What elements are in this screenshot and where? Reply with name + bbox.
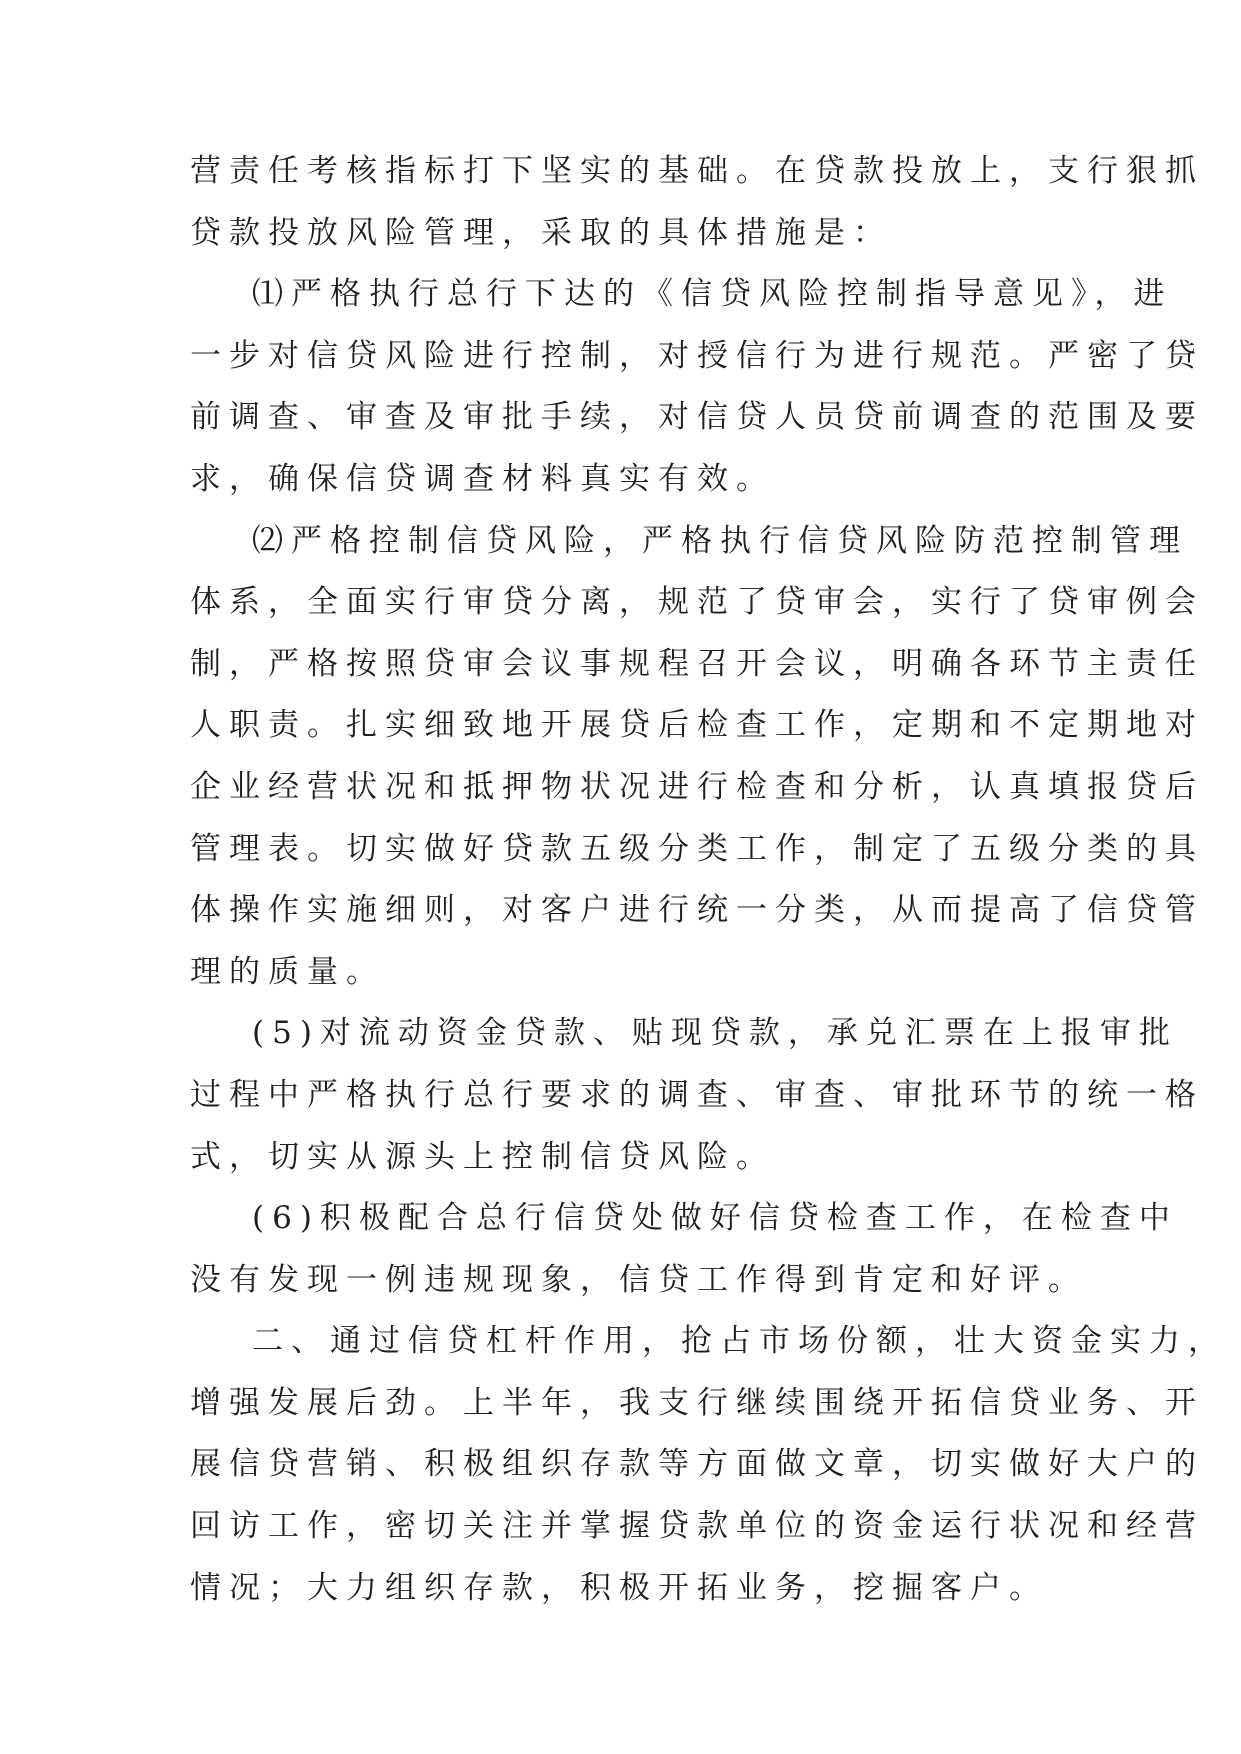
text-line: (5)对流动资金贷款、贴现贷款，承兑汇票在上报审批 [252, 1015, 1178, 1052]
text-line: 没有发现一例违规现象，信贷工作得到肯定和好评。 [190, 1261, 1087, 1298]
paragraph-section-2 [190, 1311, 1227, 1619]
text-line: 人职责。扎实细致地开展贷后检查工作，定期和不定期地对 [190, 707, 1204, 744]
text-line: 制，严格按照贷审会议事规程召开会议，明确各环节主责任 [190, 645, 1204, 682]
text-line: 体操作实施细则，对客户进行统一分类，从而提高了信贷管 [190, 892, 1204, 929]
text-line: ⑵严格控制信贷风险，严格执行信贷风险防范控制管理 [252, 522, 1188, 559]
paragraph-measure-2 [190, 511, 1204, 1004]
text-line: 情况；大力组织存款，积极开拓业务，挖掘客户。 [190, 1569, 1048, 1606]
text-line: 前调查、审查及审批手续，对信贷人员贷前调查的范围及要 [190, 399, 1204, 436]
text-line: 展信贷营销、积极组织存款等方面做文章，切实做好大户的 [190, 1446, 1204, 1483]
text-line: 回访工作，密切关注并掌握贷款单位的资金运行状况和经营 [190, 1508, 1204, 1545]
text-line: 贷款投放风险管理，采取的具体措施是： [190, 214, 892, 251]
text-line: 式，切实从源头上控制信贷风险。 [190, 1138, 775, 1175]
text-line: 理的质量。 [190, 953, 385, 990]
text-line: 管理表。切实做好贷款五级分类工作，制定了五级分类的具 [190, 830, 1204, 867]
text-line: 过程中严格执行总行要求的调查、审查、审批环节的统一格 [190, 1076, 1204, 1113]
text-line: 一步对信贷风险进行控制，对授信行为进行规范。严密了贷 [190, 337, 1204, 374]
text-line: 营责任考核指标打下坚实的基础。在贷款投放上，支行狠抓 [190, 153, 1204, 189]
paragraph-intro-continuation [190, 141, 1204, 264]
text-line: 增强发展后劲。上半年，我支行继续围绕开拓信贷业务、开 [190, 1384, 1204, 1421]
document-body [190, 141, 1227, 1619]
text-line: 二、通过信贷杠杆作用，抢占市场份额，壮大资金实力， [252, 1323, 1227, 1360]
text-line: 企业经营状况和抵押物状况进行检查和分析，认真填报贷后 [190, 768, 1204, 805]
paragraph-measure-6 [190, 1188, 1178, 1311]
text-line: 求，确保信贷调查材料真实有效。 [190, 460, 775, 497]
text-line: ⑴严格执行总行下达的《信贷风险控制指导意见》，进 [252, 276, 1173, 313]
text-line: (6)积极配合总行信贷处做好信贷检查工作，在检查中 [252, 1200, 1178, 1237]
paragraph-measure-1 [190, 264, 1204, 510]
text-line: 体系，全面实行审贷分离，规范了贷审会，实行了贷审例会 [190, 584, 1204, 621]
paragraph-measure-5 [190, 1003, 1204, 1188]
